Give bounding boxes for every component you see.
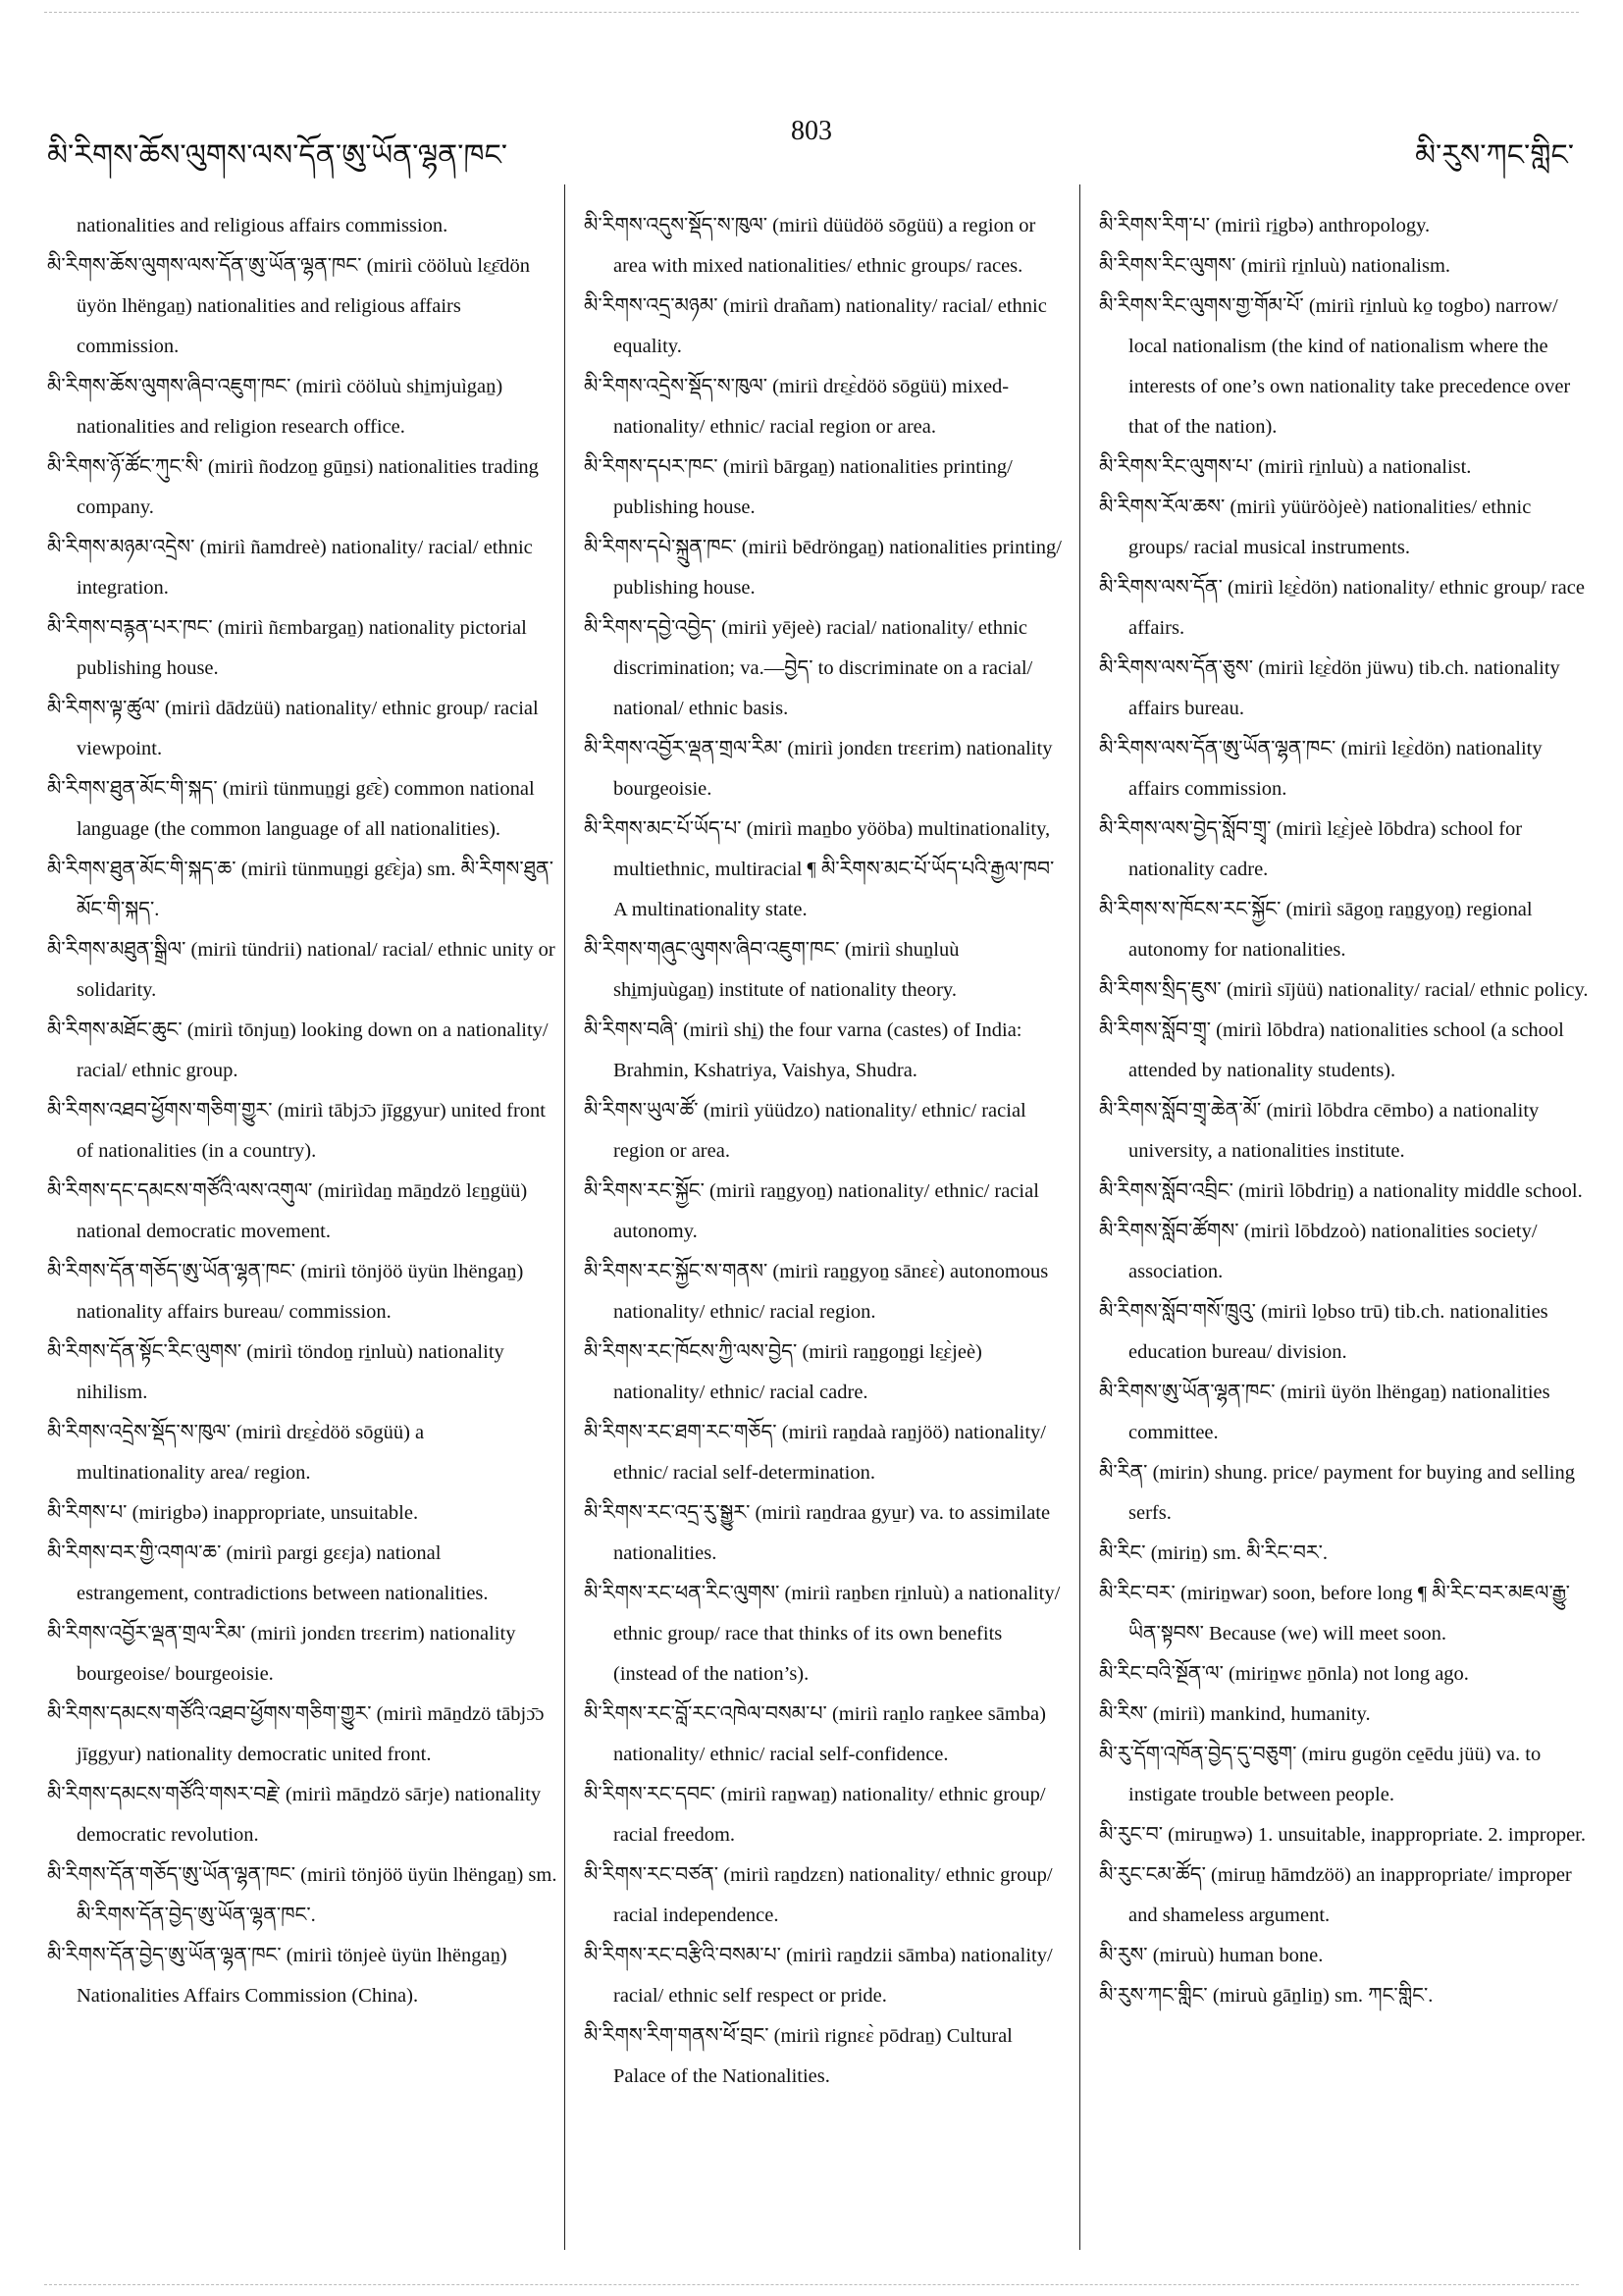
dictionary-entry: མི་རིགས་རང་ཕན་རིང་ལུགས་ (miriì raṉbɛn ri̱nluù) a nationality/ ethnic group/ race that thinks of its own benefits (instead of the nation’s). — [584, 1583, 1061, 1685]
dictionary-entry: མི་རིགས་བརྙན་པར་ཁང་ (miriì ñɛmbargaṉ) nationality pictorial publishing house. — [47, 617, 527, 679]
dictionary-entry: མི་རིགས་ཉོ་ཚོང་ཀུང་སི་ (miriì ñodzoṉ gūṉsi) nationalities trading company. — [47, 456, 539, 518]
dictionary-entry: མི་རིགས་པ་ (mirigbə) inappropriate, unsuitable. — [47, 1502, 419, 1524]
dictionary-entry: མི་རིགས་རང་ཐག་རང་གཅོད་ (miriì raṉdaà raṉjöö) nationality/ ethnic/ racial self-determination. — [584, 1422, 1046, 1484]
dictionary-entry: མི་རིས་ (miriì) mankind, humanity. — [1099, 1703, 1371, 1725]
dictionary-entry: མི་རིགས་མང་པོ་ཡོད་པ་ (miriì maṉbo yööba) multinationality, multiethnic, multiracial ¶ མི་རིགས་མང་པོ་ཡོད་པའི་རྒྱལ་ཁབ་ A multinationality state. — [584, 818, 1055, 920]
dictionary-entry: མི་རིགས་སློབ་འབྲིང་ (miriì lōbdriṉ) a nationality middle school. — [1099, 1180, 1583, 1202]
dictionary-entry: མི་རིགས་རིག་གནས་ཕོ་བྲང་ (miriì rignɛɛ̀ pōdraṉ) Cultural Palace of the Nationalities. — [584, 2025, 1013, 2087]
dictionary-entry: མི་རིགས་མཐོང་ཆུང་ (miriì tōnjuṉ) looking down on a nationality/ racial/ ethnic group. — [47, 1019, 549, 1081]
dictionary-entry: མི་རིགས་རིང་ལུགས་གྱ་གོམ་པོ་ (miriì ri̱nluù ko̱ togbo) narrow/ local nationalism (the kind of nationalism where the interests of one’s own nationality take precedence over that of the nation). — [1099, 295, 1571, 438]
dictionary-entry: མི་རིགས་སློབ་ཚོགས་ (miriì lōbdzoò) nationalities society/ association. — [1099, 1221, 1538, 1282]
dictionary-entry: མི་རིགས་འབྱོར་ལྡན་གྲལ་རིམ་ (miriì jondɛn trɛɛrim) nationality bourgeoisie. — [584, 738, 1053, 800]
dictionary-entry: མི་རིགས་ཆོས་ལུགས་ཞིབ་འཇུག་ཁང་ (miriì cööluù shi̱mjuìgaṉ) nationalities and religion research office. — [47, 376, 503, 438]
dictionary-entry: མི་རིང་བའི་སྔོན་ལ་ (miriṉwɛ ṉōnla) not long ago. — [1099, 1663, 1469, 1685]
dictionary-entry: མི་རིགས་བཞི་ (miriì shi̱) the four varna (castes) of India: Brahmin, Kshatriya, Vaishya, Shudra. — [584, 1019, 1022, 1081]
dictionary-entry: མི་རིགས་འབྱོར་ལྡན་གྲལ་རིམ་ (miriì jondɛn trɛɛrim) nationality bourgeoise/ bourgeoisie. — [47, 1623, 516, 1685]
dictionary-entry: མི་རིགས་དོན་གཅོད་ཨུ་ཡོན་ལྷན་ཁང་ (miriì tönjöö üyün lhëngaṉ) sm. མི་རིགས་དོན་བྱེད་ཨུ་ཡོན་ལྷན་ཁང་. — [47, 1864, 557, 1926]
dictionary-entry: མི་རིང་ (miriṉ) sm. མི་རིང་བར་. — [1099, 1542, 1329, 1564]
dictionary-entry: མི་རིགས་སློབ་གྲྭ་ཆེན་མོ་ (miriì lōbdra cēmbo) a nationality university, a nationalities institute. — [1099, 1100, 1540, 1162]
dictionary-entry: མི་རིན་ (mirin) shung. price/ payment for buying and selling serfs. — [1099, 1462, 1575, 1524]
left-running-head: མི་རིགས་ཆོས་ལུགས་ལས་དོན་ཨུ་ཡོན་ལྷན་ཁང་ — [47, 138, 508, 173]
dictionary-entry: མི་རིགས་རིང་ལུགས་པ་ (miriì ri̱nluù) a nationalist. — [1099, 456, 1472, 478]
dictionary-entry: མི་རིགས་རང་སྐྱོང་ས་གནས་ (miriì raṉgyoṉ sānɛɛ̀) autonomous nationality/ ethnic/ racial region. — [584, 1261, 1049, 1323]
dictionary-entry: མི་རིགས་ལས་དོན་ཅུས་ (miriì lɛ̱ɛ̀dön jüwu) tib.ch. nationality affairs bureau. — [1099, 657, 1560, 719]
dictionary-entry: མི་རིགས་རང་སྐྱོང་ (miriì raṉgyoṉ) nationality/ ethnic/ racial autonomy. — [584, 1180, 1039, 1242]
dictionary-entry: མི་རིགས་དོན་གཅོད་ཨུ་ཡོན་ལྷན་ཁང་ (miriì tönjöö üyün lhëngaṉ) nationality affairs bureau/ commission. — [47, 1261, 524, 1323]
dictionary-entry: མི་རུས་ (miruù) human bone. — [1099, 1945, 1324, 1966]
column-2 — [584, 206, 1065, 2097]
dictionary-entry: མི་རིགས་དཔེ་སྐྲུན་ཁང་ (miriì bēdröngaṉ) nationalities printing/ publishing house. — [584, 537, 1062, 599]
dictionary-entry: མི་རིགས་དབྱེ་འབྱེད་ (miriì yējeè) racial/ nationality/ ethnic discrimination; va.—བྱེད་ to discriminate on a racial/ national/ ethnic basis. — [584, 617, 1033, 719]
dictionary-entry: མི་རིགས་རང་ཁོངས་ཀྱི་ལས་བྱེད་ (miriì raṉgoṉgi lɛ̱ɛ̀jeè) nationality/ ethnic/ racial cadre. — [584, 1341, 982, 1403]
dictionary-entry: མི་རུས་ཀང་གླིང་ (miruù gāṉliṉ) sm. ཀང་གླིང་. — [1099, 1985, 1434, 2007]
dictionary-entry: མི་རིགས་རང་དབང་ (miriì raṉwaṉ) nationality/ ethnic group/ racial freedom. — [584, 1784, 1046, 1846]
column-divider — [564, 184, 565, 2250]
dictionary-entry: མི་རིགས་རང་བློ་རང་འཁེལ་བསམ་པ་ (miriì raṉlo raṉkee sāmba) nationality/ ethnic/ racial self-confidence. — [584, 1703, 1046, 1765]
dictionary-entry: མི་རིགས་ཨུ་ཡོན་ལྷན་ཁང་ (miriì üyön lhëngaṉ) nationalities committee. — [1099, 1382, 1550, 1443]
dictionary-entry: མི་རིགས་འདྲེས་སྡོད་ས་ཁུལ་ (miriì drɛ̱ɛ̀döö sōgüü) mixed-nationality/ ethnic/ racial region or area. — [584, 376, 1010, 438]
page-number: 803 — [791, 116, 832, 146]
dictionary-entry: མི་རིགས་སློབ་གསོ་ཁྲུའུ་ (miriì lo̱bso trū) tib.ch. nationalities education bureau/ division. — [1099, 1301, 1548, 1363]
dictionary-entry: མི་རིགས་འཐབ་ཕྱོགས་གཅིག་གྱུར་ (miriì tābjɔ̄ɔ jīggyur) united front of nationalities (in a country). — [47, 1100, 546, 1162]
dictionary-entry: མི་རུ་དོག་འཁོན་བྱེད་དུ་བཅུག་ (miru gugön ce̱ēdu jüü) va. to instigate trouble between people. — [1099, 1744, 1542, 1805]
dictionary-entry: མི་རིགས་ཆོས་ལུགས་ལས་དོན་ཨུ་ཡོན་ལྷན་ཁང་ (miriì cööluù lɛ̱ɛ̄dön üyön lhëngaṉ) nationalities and religious affairs commission. — [47, 255, 531, 357]
dictionary-entry: མི་རིགས་སྲིད་ཇུས་ (miriì sījüü) nationality/ racial/ ethnic policy. — [1099, 979, 1589, 1001]
dictionary-entry: མི་རིགས་ལས་བྱེད་སློབ་གྲྭ་ (miriì lɛ̱ɛ̀jeè lōbdra) school for nationality cadre. — [1099, 818, 1523, 880]
dictionary-entry: མི་རིགས་དམངས་གཙོའི་གསར་བརྗེ་ (miriì māṉdzö sārje) nationality democratic revolution. — [47, 1784, 542, 1846]
column-3 — [1099, 206, 1590, 2016]
right-running-head: མི་རུས་ཀང་གླིང་ — [1414, 138, 1574, 173]
dictionary-entry: མི་རིགས་རང་བརྩིའི་བསམ་པ་ (miriì raṉdzii sāmba) nationality/ racial/ ethnic self respect or pride. — [584, 1945, 1053, 2007]
dictionary-entry: མི་རིགས་རང་བཙན་ (miriì raṉdzɛn) nationality/ ethnic group/ racial independence. — [584, 1864, 1053, 1926]
dictionary-entry: མི་རིགས་མཐུན་སྒྲིལ་ (miriì tündrii) national/ racial/ ethnic unity or solidarity. — [47, 939, 555, 1001]
bottom-scan-edge — [44, 2284, 1579, 2285]
column-1 — [47, 206, 557, 2016]
dictionary-entry: མི་རིགས་རོལ་ཆས་ (miriì yüüröòjeè) nationalities/ ethnic groups/ racial musical instruments. — [1099, 496, 1532, 558]
dictionary-entry: མི་རིགས་རིང་ལུགས་ (miriì ri̱nluù) nationalism. — [1099, 255, 1451, 277]
dictionary-entry: མི་རིགས་འདུས་སྡོད་ས་ཁུལ་ (miriì düüdöö sōgüü) a region or area with mixed nationalities/ ethnic groups/ races. — [584, 215, 1036, 277]
dictionary-entry: མི་རིགས་མཉམ་འདྲེས་ (miriì ñamdreè) nationality/ racial/ ethnic integration. — [47, 537, 533, 599]
dictionary-entry: མི་རིགས་ས་ཁོངས་རང་སྐྱོང་ (miriì sāgoṉ raṉgyoṉ) regional autonomy for nationalities. — [1099, 899, 1533, 961]
dictionary-entry: མི་རིགས་རང་འདྲ་རུ་སྒྱུར་ (miriì raṉdraa gyu̱r) va. to assimilate nationalities. — [584, 1502, 1051, 1564]
dictionary-entry: མི་རིགས་རིག་པ་ (miriì ri̱gbə) anthropology. — [1099, 215, 1431, 236]
dictionary-entry: མི་རུང་ངམ་ཚོད་ (miruṉ hāmdzöö) an inappropriate/ improper and shameless argument. — [1099, 1864, 1572, 1926]
column-divider — [1079, 184, 1080, 2250]
dictionary-entry: མི་རིགས་ལྟ་ཚུལ་ (miriì dādzüü) nationality/ ethnic group/ racial viewpoint. — [47, 698, 539, 759]
dictionary-entry: མི་རིགས་དང་དམངས་གཙོའི་ལས་འགུལ་ (miriìdaṉ māṉdzö lɛṉgüü) national democratic movement. — [47, 1180, 528, 1242]
dictionary-entry: མི་རིགས་ཡུལ་ཚོ་ (miriì yüüdzo) nationality/ ethnic/ racial region or area. — [584, 1100, 1026, 1162]
dictionary-entry: མི་རིགས་ལས་དོན་ (miriì lɛ̱ɛ̀dön) nationality/ ethnic group/ race affairs. — [1099, 577, 1585, 639]
dictionary-entry: མི་རིགས་དཔར་ཁང་ (miriì bārgaṉ) nationalities printing/ publishing house. — [584, 456, 1013, 518]
dictionary-entry: nationalities and religious affairs commission. — [77, 215, 448, 236]
dictionary-entry: མི་རིང་བར་ (miriṉwar) soon, before long ¶ མི་རིང་བར་མཇལ་རྒྱུ་ཡིན་སྟབས་ Because (we) will meet soon. — [1099, 1583, 1570, 1644]
dictionary-entry: མི་རིགས་དོན་བྱེད་ཨུ་ཡོན་ལྷན་ཁང་ (miriì tönjeè üyün lhëngaṉ) Nationalities Affairs Commission (China). — [47, 1945, 507, 2007]
dictionary-entry: མི་རིགས་བར་གྱི་འགལ་ཆ་ (miriì pargi gɛɛja) national estrangement, contradictions between nationalities. — [47, 1542, 489, 1604]
dictionary-entry: མི་རིགས་འདྲ་མཉམ་ (miriì drañam) nationality/ racial/ ethnic equality. — [584, 295, 1047, 357]
dictionary-entry: མི་རུང་བ་ (miruṉwə) 1. unsuitable, inappropriate. 2. improper. — [1099, 1824, 1587, 1846]
dictionary-entry: མི་རིགས་འདྲེས་སྡོད་ས་ཁུལ་ (miriì drɛ̱ɛ̀döö sōgüü) a multinationality area/ region. — [47, 1422, 425, 1484]
top-scan-edge — [44, 12, 1579, 13]
dictionary-entry: མི་རིགས་གཞུང་ལུགས་ཞིབ་འཇུག་ཁང་ (miriì shuṉluù shi̱mjuùgaṉ) institute of nationality theory. — [584, 939, 960, 1001]
dictionary-entry: མི་རིགས་སློབ་གྲྭ་ (miriì lōbdra) nationalities school (a school attended by nationality students). — [1099, 1019, 1564, 1081]
dictionary-entry: མི་རིགས་དོན་སྟོང་རིང་ལུགས་ (miriì töndoṉ ri̱nluù) nationality nihilism. — [47, 1341, 504, 1403]
dictionary-entry: མི་རིགས་ཐུན་མོང་གི་སྐད་ (miriì tünmuṉgi gɛ̄ɛ̀) common national language (the common language of all nationalities). — [47, 778, 535, 840]
dictionary-entry: མི་རིགས་ཐུན་མོང་གི་སྐད་ཆ་ (miriì tünmuṉgi gɛ̄ɛ̀ja) sm. མི་རིགས་ཐུན་མོང་གི་སྐད་. — [47, 859, 554, 920]
dictionary-entry: མི་རིགས་དམངས་གཙོའི་འཐབ་ཕྱོགས་གཅིག་གྱུར་ (miriì māṉdzö tābjɔ̄ɔ jīggyur) nationality democratic united front. — [47, 1703, 545, 1765]
dictionary-entry: མི་རིགས་ལས་དོན་ཨུ་ཡོན་ལྷན་ཁང་ (miriì lɛ̱ɛ̀dön) nationality affairs commission. — [1099, 738, 1543, 800]
